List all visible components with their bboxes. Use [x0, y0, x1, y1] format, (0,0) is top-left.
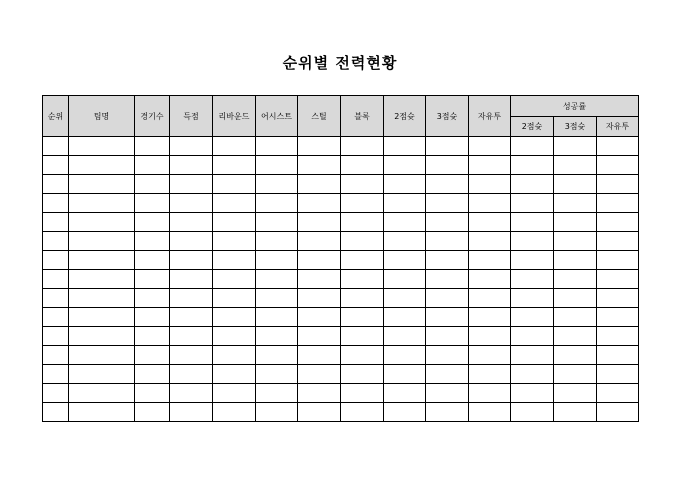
- table-cell[interactable]: [597, 327, 639, 346]
- table-cell[interactable]: [426, 270, 469, 289]
- table-cell[interactable]: [256, 308, 298, 327]
- header-steals: 스틸: [298, 96, 341, 137]
- table-cell[interactable]: [597, 175, 639, 194]
- header-success-rate: 성공률: [511, 96, 639, 117]
- table-cell[interactable]: [69, 232, 135, 251]
- table-cell[interactable]: [384, 346, 426, 365]
- table-cell[interactable]: [298, 384, 341, 403]
- table-cell[interactable]: [170, 175, 213, 194]
- table-cell[interactable]: [43, 175, 69, 194]
- table-cell[interactable]: [170, 308, 213, 327]
- table-cell[interactable]: [43, 384, 69, 403]
- table-cell[interactable]: [426, 175, 469, 194]
- table-cell[interactable]: [341, 365, 384, 384]
- table-cell[interactable]: [256, 365, 298, 384]
- table-cell[interactable]: [213, 384, 256, 403]
- table-cell[interactable]: [213, 346, 256, 365]
- table-cell[interactable]: [469, 194, 511, 213]
- table-cell[interactable]: [469, 175, 511, 194]
- table-cell[interactable]: [69, 403, 135, 422]
- table-cell[interactable]: [170, 327, 213, 346]
- header-two-pointers: 2점슛: [384, 96, 426, 137]
- table-cell[interactable]: [170, 365, 213, 384]
- table-cell[interactable]: [256, 175, 298, 194]
- table-cell[interactable]: [43, 270, 69, 289]
- table-cell[interactable]: [597, 346, 639, 365]
- table-cell[interactable]: [298, 156, 341, 175]
- table-cell[interactable]: [298, 365, 341, 384]
- header-rate-two-pointers: 2점슛: [511, 117, 554, 137]
- table-cell[interactable]: [426, 156, 469, 175]
- table-cell[interactable]: [69, 346, 135, 365]
- table-cell[interactable]: [554, 137, 597, 156]
- power-status-table: [42, 95, 639, 422]
- table-cell[interactable]: [511, 270, 554, 289]
- table-cell[interactable]: [256, 156, 298, 175]
- table-cell[interactable]: [135, 232, 170, 251]
- table-cell[interactable]: [384, 232, 426, 251]
- table-cell[interactable]: [43, 213, 69, 232]
- table-cell[interactable]: [135, 327, 170, 346]
- table-cell[interactable]: [256, 270, 298, 289]
- table-cell[interactable]: [597, 213, 639, 232]
- table-cell[interactable]: [597, 403, 639, 422]
- table-cell[interactable]: [43, 156, 69, 175]
- table-cell[interactable]: [69, 270, 135, 289]
- table-cell[interactable]: [213, 270, 256, 289]
- table-cell[interactable]: [69, 194, 135, 213]
- table-cell[interactable]: [597, 365, 639, 384]
- table-row: [43, 365, 639, 384]
- table-cell[interactable]: [43, 289, 69, 308]
- table-cell[interactable]: [135, 270, 170, 289]
- table-cell[interactable]: [554, 194, 597, 213]
- table-cell[interactable]: [135, 384, 170, 403]
- header-rate-three-pointers: 3점슛: [554, 117, 597, 137]
- table-cell[interactable]: [597, 137, 639, 156]
- table-cell[interactable]: [384, 251, 426, 270]
- table-cell[interactable]: [213, 175, 256, 194]
- table-cell[interactable]: [256, 384, 298, 403]
- table-cell[interactable]: [298, 270, 341, 289]
- table-cell[interactable]: [597, 232, 639, 251]
- table-cell[interactable]: [341, 232, 384, 251]
- table-cell[interactable]: [341, 213, 384, 232]
- table-cell[interactable]: [426, 232, 469, 251]
- table-cell[interactable]: [298, 175, 341, 194]
- table-cell[interactable]: [426, 213, 469, 232]
- table-cell[interactable]: [554, 289, 597, 308]
- table-cell[interactable]: [43, 308, 69, 327]
- table-cell[interactable]: [426, 289, 469, 308]
- table-cell[interactable]: [256, 289, 298, 308]
- table-cell[interactable]: [43, 232, 69, 251]
- table-cell[interactable]: [256, 232, 298, 251]
- table-cell[interactable]: [469, 403, 511, 422]
- table-row: [43, 327, 639, 346]
- table-cell[interactable]: [43, 365, 69, 384]
- table-cell[interactable]: [256, 137, 298, 156]
- table-cell[interactable]: [298, 346, 341, 365]
- table-cell[interactable]: [43, 346, 69, 365]
- table-cell[interactable]: [384, 308, 426, 327]
- table-cell[interactable]: [69, 384, 135, 403]
- table-cell[interactable]: [256, 327, 298, 346]
- table-cell[interactable]: [135, 403, 170, 422]
- table-cell[interactable]: [256, 213, 298, 232]
- table-cell[interactable]: [69, 213, 135, 232]
- table-row: [43, 194, 639, 213]
- header-assists: 어시스트: [256, 96, 298, 137]
- table-cell[interactable]: [298, 403, 341, 422]
- table-cell[interactable]: [384, 213, 426, 232]
- table-cell[interactable]: [384, 137, 426, 156]
- table-cell[interactable]: [341, 308, 384, 327]
- table-cell[interactable]: [213, 156, 256, 175]
- table-cell[interactable]: [426, 327, 469, 346]
- table-cell[interactable]: [135, 289, 170, 308]
- table-cell[interactable]: [298, 289, 341, 308]
- table-cell[interactable]: [511, 175, 554, 194]
- table-cell[interactable]: [341, 346, 384, 365]
- table-cell[interactable]: [298, 308, 341, 327]
- table-cell[interactable]: [213, 403, 256, 422]
- table-row: [43, 346, 639, 365]
- table-cell[interactable]: [256, 194, 298, 213]
- table-cell[interactable]: [511, 251, 554, 270]
- table-cell[interactable]: [135, 175, 170, 194]
- table-cell[interactable]: [135, 156, 170, 175]
- table-cell[interactable]: [554, 346, 597, 365]
- table-cell[interactable]: [135, 308, 170, 327]
- table-cell[interactable]: [341, 327, 384, 346]
- table-cell[interactable]: [469, 251, 511, 270]
- table-cell[interactable]: [69, 137, 135, 156]
- table-cell[interactable]: [469, 156, 511, 175]
- table-cell[interactable]: [511, 346, 554, 365]
- table-cell[interactable]: [597, 156, 639, 175]
- header-blocks: 블록: [341, 96, 384, 137]
- table-cell[interactable]: [554, 251, 597, 270]
- table-cell[interactable]: [554, 384, 597, 403]
- table-cell[interactable]: [69, 308, 135, 327]
- table-cell[interactable]: [469, 384, 511, 403]
- table-cell[interactable]: [597, 251, 639, 270]
- header-rank: 순위: [43, 96, 69, 137]
- table-cell[interactable]: [170, 289, 213, 308]
- table-cell[interactable]: [384, 270, 426, 289]
- table-cell[interactable]: [554, 232, 597, 251]
- table-row: [43, 270, 639, 289]
- table-cell[interactable]: [384, 289, 426, 308]
- table-cell[interactable]: [384, 194, 426, 213]
- header-free-throws: 자유투: [469, 96, 511, 137]
- table-row: [43, 137, 639, 156]
- table-cell[interactable]: [554, 213, 597, 232]
- table-cell[interactable]: [43, 137, 69, 156]
- table-cell[interactable]: [135, 194, 170, 213]
- table-cell[interactable]: [69, 365, 135, 384]
- table-cell[interactable]: [298, 137, 341, 156]
- table-cell[interactable]: [384, 403, 426, 422]
- table-cell[interactable]: [511, 308, 554, 327]
- table-cell[interactable]: [597, 194, 639, 213]
- table-cell[interactable]: [43, 403, 69, 422]
- table-cell[interactable]: [469, 137, 511, 156]
- table-cell[interactable]: [256, 251, 298, 270]
- table-cell[interactable]: [597, 308, 639, 327]
- table-cell[interactable]: [213, 365, 256, 384]
- table-cell[interactable]: [554, 175, 597, 194]
- table-cell[interactable]: [341, 194, 384, 213]
- table-cell[interactable]: [554, 308, 597, 327]
- table-cell[interactable]: [170, 403, 213, 422]
- table-cell[interactable]: [426, 384, 469, 403]
- table-cell[interactable]: [213, 308, 256, 327]
- table-cell[interactable]: [554, 403, 597, 422]
- table-cell[interactable]: [298, 327, 341, 346]
- table-cell[interactable]: [298, 194, 341, 213]
- table-cell[interactable]: [341, 270, 384, 289]
- table-cell[interactable]: [511, 403, 554, 422]
- table-cell[interactable]: [469, 213, 511, 232]
- table-cell[interactable]: [256, 346, 298, 365]
- table-cell[interactable]: [511, 213, 554, 232]
- table-cell[interactable]: [511, 137, 554, 156]
- table-row: [43, 384, 639, 403]
- table-row: [43, 251, 639, 270]
- table-cell[interactable]: [426, 403, 469, 422]
- table-cell[interactable]: [469, 365, 511, 384]
- table-cell[interactable]: [426, 365, 469, 384]
- table-cell[interactable]: [554, 327, 597, 346]
- table-body: [43, 137, 639, 422]
- table-cell[interactable]: [426, 137, 469, 156]
- table-cell[interactable]: [135, 346, 170, 365]
- table-row: [43, 175, 639, 194]
- table-cell[interactable]: [597, 289, 639, 308]
- table-row: [43, 403, 639, 422]
- table-cell[interactable]: [213, 213, 256, 232]
- table-cell[interactable]: [511, 289, 554, 308]
- table-cell[interactable]: [170, 384, 213, 403]
- table-row: [43, 213, 639, 232]
- header-rate-free-throws: 자유투: [597, 117, 639, 137]
- table-cell[interactable]: [170, 346, 213, 365]
- table-cell[interactable]: [170, 251, 213, 270]
- table-cell[interactable]: [384, 175, 426, 194]
- table-cell[interactable]: [341, 156, 384, 175]
- table-row: [43, 308, 639, 327]
- table-cell[interactable]: [469, 346, 511, 365]
- table-cell[interactable]: [170, 156, 213, 175]
- table-cell[interactable]: [256, 403, 298, 422]
- table-cell[interactable]: [135, 137, 170, 156]
- table-cell[interactable]: [511, 327, 554, 346]
- table-cell[interactable]: [426, 194, 469, 213]
- table-cell[interactable]: [469, 308, 511, 327]
- table-cell[interactable]: [426, 346, 469, 365]
- table-cell[interactable]: [69, 175, 135, 194]
- table-cell[interactable]: [298, 213, 341, 232]
- table-cell[interactable]: [170, 137, 213, 156]
- table-cell[interactable]: [341, 137, 384, 156]
- table-cell[interactable]: [341, 403, 384, 422]
- table-cell[interactable]: [170, 270, 213, 289]
- table-cell[interactable]: [341, 251, 384, 270]
- table-cell[interactable]: [384, 327, 426, 346]
- table-cell[interactable]: [597, 270, 639, 289]
- table-row: [43, 289, 639, 308]
- table-cell[interactable]: [341, 384, 384, 403]
- table-cell[interactable]: [135, 365, 170, 384]
- table-cell[interactable]: [69, 327, 135, 346]
- table-cell[interactable]: [43, 251, 69, 270]
- table-row: [43, 232, 639, 251]
- table-cell[interactable]: [554, 365, 597, 384]
- table-cell[interactable]: [384, 365, 426, 384]
- header-games: 경기수: [135, 96, 170, 137]
- table-cell[interactable]: [511, 384, 554, 403]
- table-cell[interactable]: [43, 194, 69, 213]
- table-cell[interactable]: [469, 289, 511, 308]
- table-cell[interactable]: [597, 384, 639, 403]
- table-cell[interactable]: [69, 251, 135, 270]
- table-cell[interactable]: [213, 289, 256, 308]
- table-cell[interactable]: [426, 251, 469, 270]
- table-cell[interactable]: [511, 365, 554, 384]
- header-points: 득점: [170, 96, 213, 137]
- table-cell[interactable]: [469, 232, 511, 251]
- table-cell[interactable]: [213, 137, 256, 156]
- table-cell[interactable]: [554, 270, 597, 289]
- table-cell[interactable]: [384, 156, 426, 175]
- table-cell[interactable]: [554, 156, 597, 175]
- table-cell[interactable]: [469, 270, 511, 289]
- table-cell[interactable]: [170, 194, 213, 213]
- table-cell[interactable]: [341, 289, 384, 308]
- table-cell[interactable]: [469, 327, 511, 346]
- table-cell[interactable]: [213, 232, 256, 251]
- table-cell[interactable]: [43, 327, 69, 346]
- table-cell[interactable]: [69, 156, 135, 175]
- table-row: [43, 156, 639, 175]
- table-cell[interactable]: [170, 232, 213, 251]
- table-cell[interactable]: [135, 213, 170, 232]
- table-cell[interactable]: [384, 384, 426, 403]
- table-cell[interactable]: [135, 251, 170, 270]
- table-cell[interactable]: [213, 327, 256, 346]
- table-cell[interactable]: [213, 194, 256, 213]
- table-cell[interactable]: [170, 213, 213, 232]
- header-three-pointers: 3점슛: [426, 96, 469, 137]
- header-rebounds: 리바운드: [213, 96, 256, 137]
- table-cell[interactable]: [511, 232, 554, 251]
- table-cell[interactable]: [69, 289, 135, 308]
- table-cell[interactable]: [341, 175, 384, 194]
- table-cell[interactable]: [298, 251, 341, 270]
- header-team: 팀명: [69, 96, 135, 137]
- table-cell[interactable]: [426, 308, 469, 327]
- table-cell[interactable]: [511, 156, 554, 175]
- page-title: 순위별 전력현황: [282, 54, 398, 72]
- table-cell[interactable]: [511, 194, 554, 213]
- table-cell[interactable]: [213, 251, 256, 270]
- table-cell[interactable]: [298, 232, 341, 251]
